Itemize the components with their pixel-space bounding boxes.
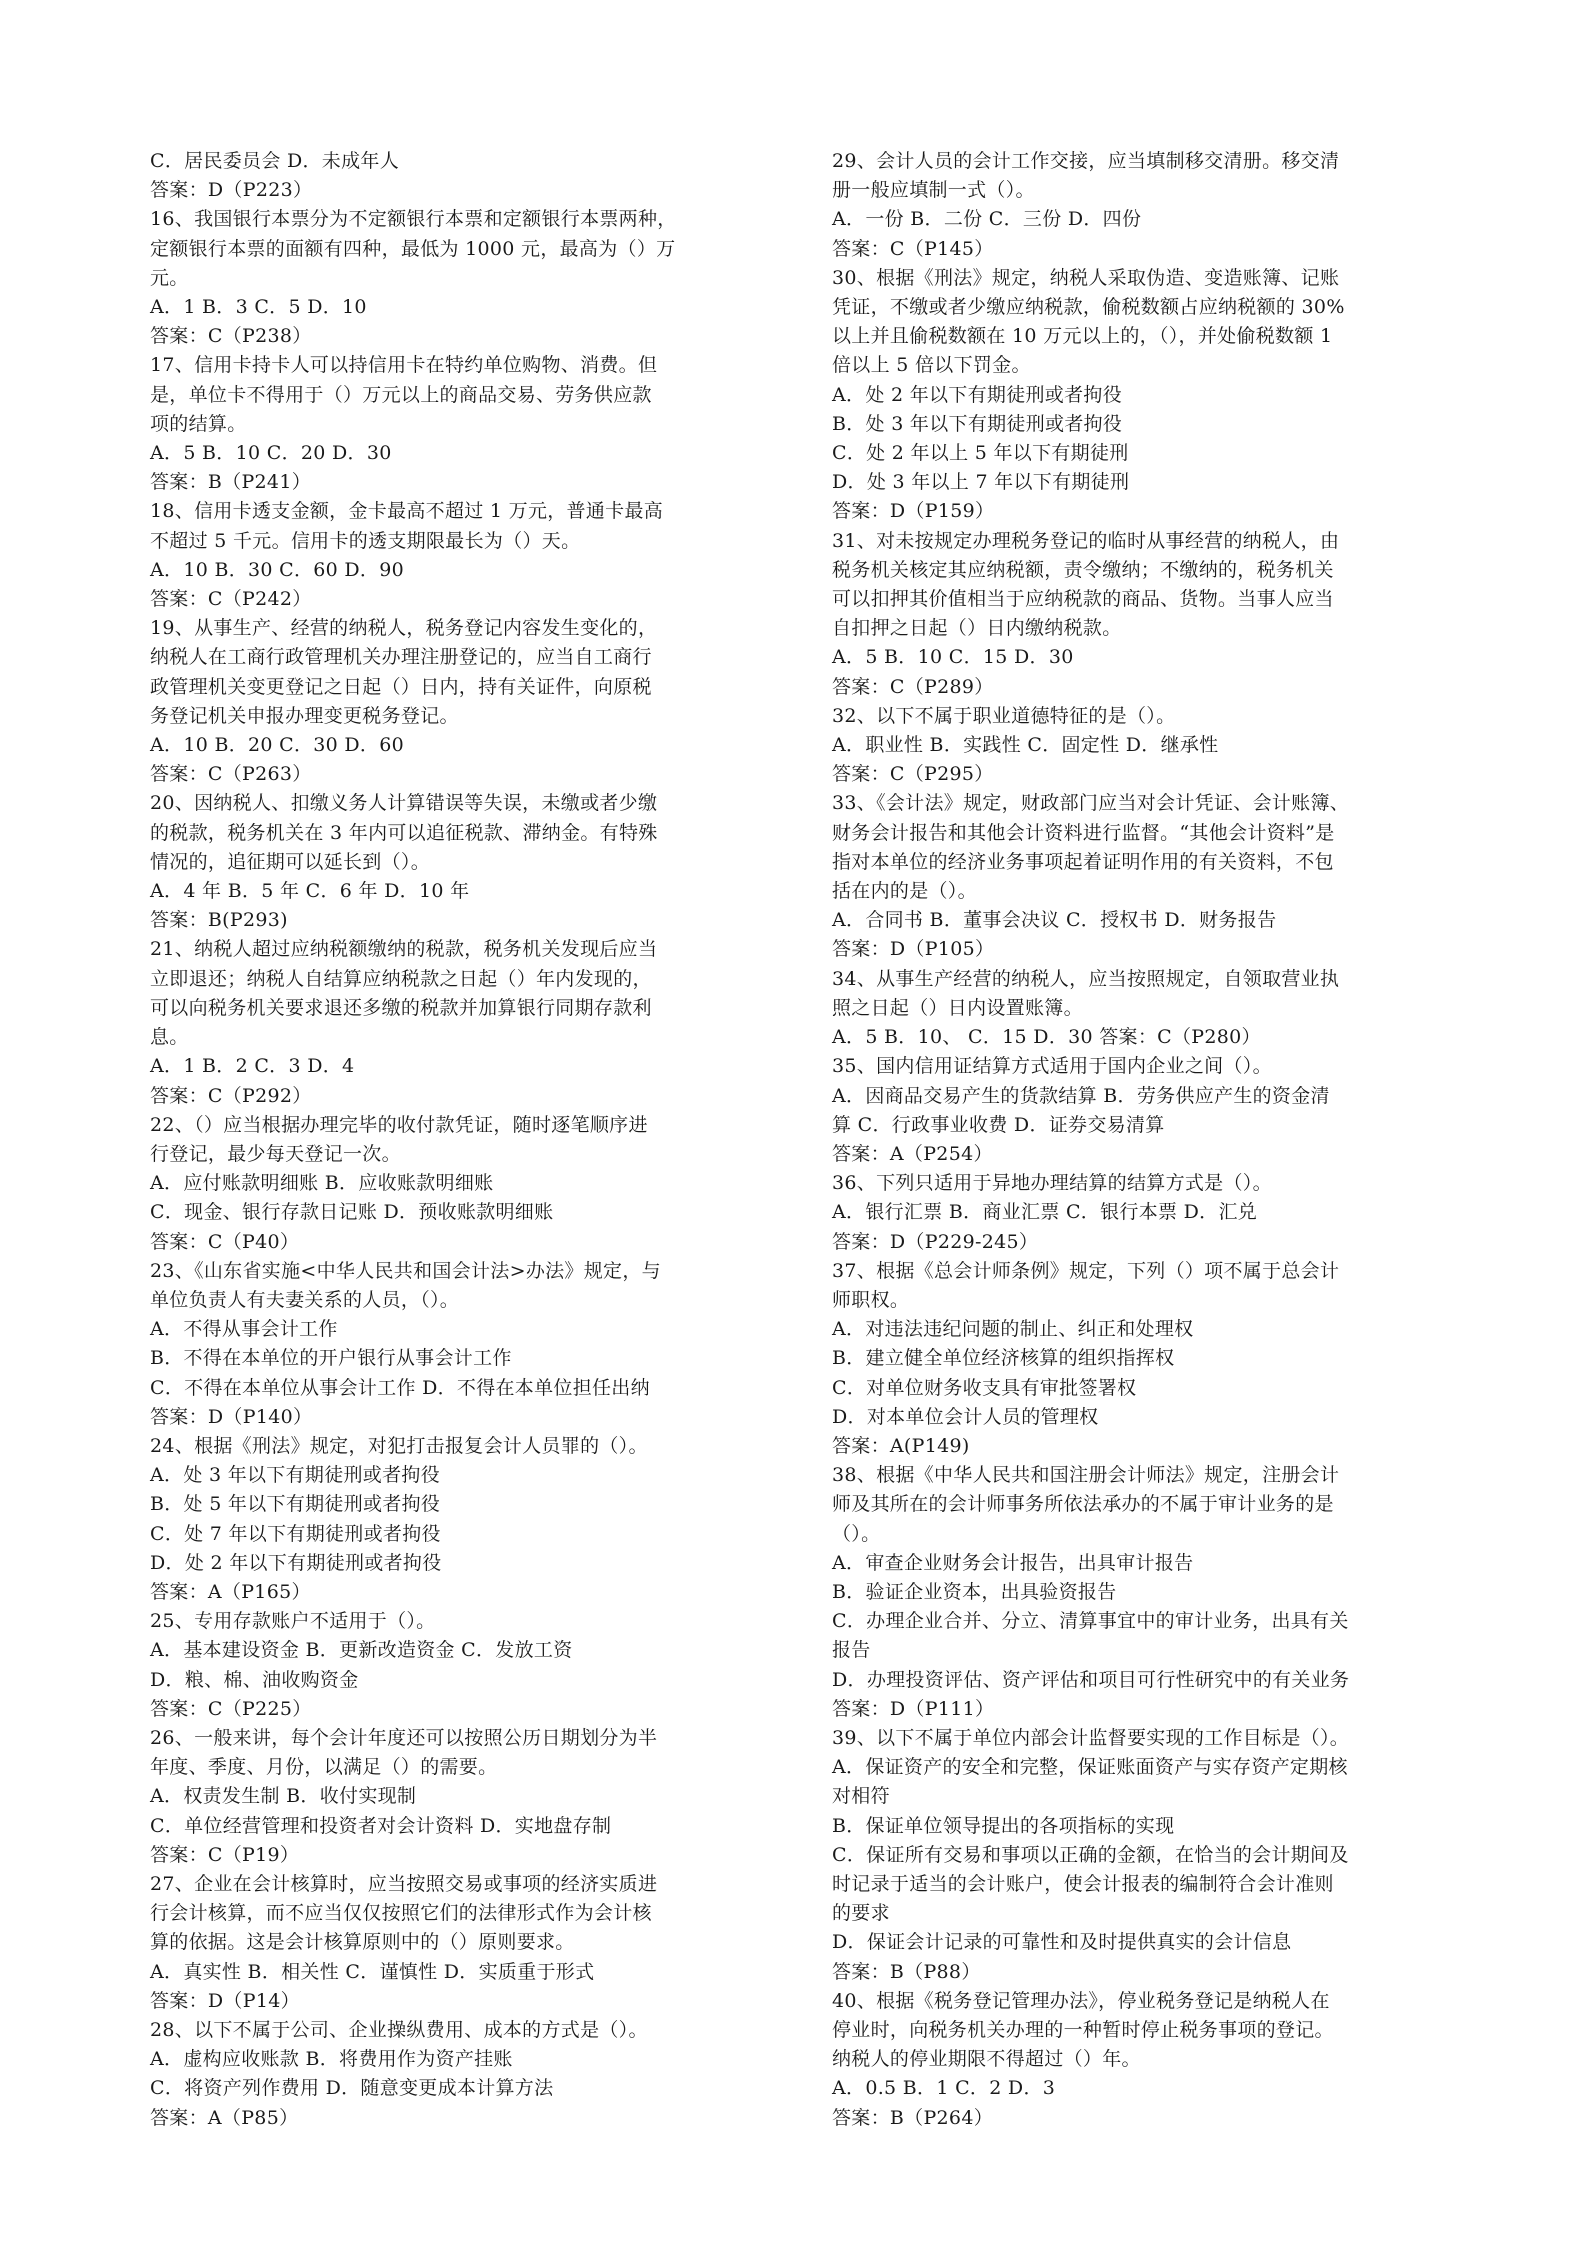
text-line: （）。 xyxy=(832,1522,881,1545)
option-line: D．对本单位会计人员的管理权 xyxy=(832,1405,1099,1428)
question-line: 40、根据《税务登记管理办法》，停业税务登记是纳税人在 xyxy=(832,1989,1330,2012)
option-line: A．10 B．20 C．30 D．60 xyxy=(150,734,404,757)
option-line: C．处 7 年以下有期徒刑或者拘役 xyxy=(150,1522,441,1545)
question-line: 24、根据《刑法》规定，对犯打击报复会计人员罪的（）。 xyxy=(150,1434,648,1457)
text-line: 对相符 xyxy=(832,1785,890,1808)
text-line: 凭证，不缴或者少缴应纳税款，偷税数额占应纳税额的 30% xyxy=(832,296,1345,319)
option-line: D．保证会计记录的可靠性和及时提供真实的会计信息 xyxy=(832,1931,1292,1954)
option-line: B．不得在本单位的开户银行从事会计工作 xyxy=(150,1347,512,1370)
option-line: A．职业性 B．实践性 C．固定性 D．继承性 xyxy=(832,734,1219,757)
text-line: 不超过 5 千元。信用卡的透支期限最长为（）天。 xyxy=(150,529,581,552)
text-line: 算的依据。这是会计核算原则中的（）原则要求。 xyxy=(150,1931,575,1954)
option-line: A．权责发生制 B．收付实现制 xyxy=(150,1785,417,1808)
answer-line: 答案：C（P289） xyxy=(832,675,994,698)
question-line: 28、以下不属于公司、企业操纵费用、成本的方式是（）。 xyxy=(150,2019,648,2041)
question-line: 26、一般来讲，每个会计年度还可以按照公历日期划分为半 xyxy=(150,1726,658,1749)
text-line: 定额银行本票的面额有四种，最低为 1000 元，最高为（）万 xyxy=(150,237,676,260)
option-line: A．处 2 年以下有期徒刑或者拘役 xyxy=(832,383,1122,406)
question-line: 23、《山东省实施<中华人民共和国会计法>办法》规定，与 xyxy=(150,1259,661,1282)
question-line: 37、根据《总会计师条例》规定，下列（）项不属于总会计 xyxy=(832,1259,1340,1282)
text-line: 算 C．行政事业收费 D．证券交易清算 xyxy=(832,1113,1165,1136)
answer-line: 答案：A（P85） xyxy=(150,2106,299,2129)
option-line: A．真实性 B．相关性 C．谨慎性 D．实质重于形式 xyxy=(150,1960,595,1983)
question-line: 34、从事生产经营的纳税人，应当按照规定，自领取营业执 xyxy=(832,967,1340,990)
option-line: A．基本建设资金 B．更新改造资金 C．发放工资 xyxy=(150,1639,573,1662)
option-line: D．处 2 年以下有期徒刑或者拘役 xyxy=(150,1551,442,1574)
text-line: 可以扣押其价值相当于应纳税款的商品、货物。当事人应当 xyxy=(832,588,1334,611)
option-line: B．建立健全单位经济核算的组织指挥权 xyxy=(832,1347,1175,1370)
option-line: B．处 5 年以下有期徒刑或者拘役 xyxy=(150,1493,441,1516)
question-line: 35、国内信用证结算方式适用于国内企业之间（）。 xyxy=(832,1055,1272,1078)
text-line: 师及其所在的会计师事务所依法承办的不属于审计业务的是 xyxy=(832,1493,1334,1516)
text-line: 年度、季度、月份，以满足（）的需要。 xyxy=(150,1756,498,1779)
option-line: C．不得在本单位从事会计工作 D．不得在本单位担任出纳 xyxy=(150,1376,650,1399)
answer-line: 答案：D（P105） xyxy=(832,938,995,961)
option-line: A．不得从事会计工作 xyxy=(150,1318,338,1341)
text-line: 的税款，税务机关在 3 年内可以追征税款、滞纳金。有特殊 xyxy=(150,821,658,844)
question-line: 18、信用卡透支金额，金卡最高不超过 1 万元，普通卡最高 xyxy=(150,500,664,523)
answer-line: 答案：C（P225） xyxy=(150,1697,312,1720)
answer-line: 答案：B（P88） xyxy=(832,1960,981,1983)
question-line: 20、因纳税人、扣缴义务人计算错误等失误，未缴或者少缴 xyxy=(150,792,658,815)
text-line: 自扣押之日起（）日内缴纳税款。 xyxy=(832,617,1122,640)
left-column xyxy=(150,147,782,2133)
text-line: 政管理机关变更登记之日起（）日内，持有关证件，向原税 xyxy=(150,675,652,698)
option-line: D．处 3 年以上 7 年以下有期徒刑 xyxy=(832,471,1130,494)
answer-line: 答案：A（P254） xyxy=(832,1142,993,1165)
option-line: C．对单位财务收支具有审批签署权 xyxy=(832,1376,1137,1399)
text-line: 师职权。 xyxy=(832,1288,910,1311)
answer-line: 答案：B（P264） xyxy=(832,2106,994,2129)
option-line: A．5 B．10 C．15 D．30 xyxy=(832,646,1074,669)
answer-line: 答案：D（P229-245） xyxy=(832,1230,1039,1253)
text-line: 可以向税务机关要求退还多缴的税款并加算银行同期存款利 xyxy=(150,996,652,1019)
option-line: C．居民委员会 D．未成年人 xyxy=(150,150,400,172)
answer-line: 答案：B(P293) xyxy=(150,909,288,932)
option-line: A．10 B．30 C．60 D．90 xyxy=(150,558,404,581)
question-line: 25、专用存款账户不适用于（）。 xyxy=(150,1610,436,1633)
answer-line: 答案：C（P145） xyxy=(832,237,994,260)
option-line: C．保证所有交易和事项以正确的金额，在恰当的会计期间及 xyxy=(832,1843,1349,1866)
option-line: A．因商品交易产生的货款结算 B．劳务供应产生的资金清 xyxy=(832,1084,1330,1107)
question-line: 39、以下不属于单位内部会计监督要实现的工作目标是（）。 xyxy=(832,1726,1350,1749)
answer-line: 答案：C（P292） xyxy=(150,1084,312,1107)
answer-line: 答案：A（P165） xyxy=(150,1580,311,1603)
option-line: A．合同书 B．董事会决议 C．授权书 D．财务报告 xyxy=(832,909,1277,932)
text-line: 财务会计报告和其他会计资料进行监督。“其他会计资料”是 xyxy=(832,821,1335,844)
option-line: A．虚构应收账款 B．将费用作为资产挂账 xyxy=(150,2048,513,2071)
option-line: A．5 B．10、 C．15 D．30 答案：C（P280） xyxy=(832,1026,1261,1049)
option-line: A．一份 B．二份 C．三份 D．四份 xyxy=(832,208,1142,231)
text-line: 指对本单位的经济业务事项起着证明作用的有关资料，不包 xyxy=(832,850,1334,873)
text-line: 纳税人在工商行政管理机关办理注册登记的，应当自工商行 xyxy=(150,646,652,669)
text-line: 纳税人的停业期限不得超过（）年。 xyxy=(832,2048,1141,2071)
answer-line: 答案：C（P19） xyxy=(150,1843,300,1866)
text-line: 单位负责人有夫妻关系的人员，（）。 xyxy=(150,1288,460,1311)
text-line: 以上并且偷税数额在 10 万元以上的，（），并处偷税数额 1 xyxy=(832,325,1333,348)
text-line: 照之日起（）日内设置账簿。 xyxy=(832,996,1083,1019)
text-line: 项的结算。 xyxy=(150,412,247,435)
answer-line: 答案：C（P263） xyxy=(150,763,312,786)
option-line: B．验证企业资本，出具验资报告 xyxy=(832,1580,1117,1603)
text-line: 立即退还；纳税人自结算应纳税款之日起（）年内发现的， xyxy=(150,967,652,990)
text-line: 元。 xyxy=(150,266,189,289)
answer-line: 答案：D（P140） xyxy=(150,1405,313,1428)
option-line: B．处 3 年以下有期徒刑或者拘役 xyxy=(832,412,1123,435)
answer-line: 答案：C（P238） xyxy=(150,325,312,348)
answer-line: 答案：A(P149) xyxy=(832,1434,970,1457)
answer-line: 答案：D（P223） xyxy=(150,179,313,202)
option-line: A．应付账款明细账 B．应收账款明细账 xyxy=(150,1172,494,1195)
question-line: 19、从事生产、经营的纳税人，税务登记内容发生变化的， xyxy=(150,617,658,640)
question-line: 16、我国银行本票分为不定额银行本票和定额银行本票两种， xyxy=(150,208,677,231)
option-line: A．1 B．2 C．3 D．4 xyxy=(150,1055,355,1078)
answer-line: 答案：C（P242） xyxy=(150,588,312,611)
text-line: 税务机关核定其应纳税额，责令缴纳；不缴纳的，税务机关 xyxy=(832,558,1334,581)
question-line: 38、根据《中华人民共和国注册会计师法》规定，注册会计 xyxy=(832,1464,1340,1487)
option-line: C．单位经营管理和投资者对会计资料 D．实地盘存制 xyxy=(150,1814,612,1837)
option-line: A．银行汇票 B．商业汇票 C．银行本票 D．汇兑 xyxy=(832,1201,1258,1224)
text-line: 行会计核算，而不应当仅仅按照它们的法律形式作为会计核 xyxy=(150,1902,652,1925)
text-line: 报告 xyxy=(832,1639,871,1662)
answer-line: 答案：D（P111） xyxy=(832,1697,995,1720)
option-line: A．5 B．10 C．20 D．30 xyxy=(150,442,392,465)
text-line: 的要求 xyxy=(832,1902,890,1925)
option-line: A．审查企业财务会计报告，出具审计报告 xyxy=(832,1551,1194,1574)
text-line: 倍以上 5 倍以下罚金。 xyxy=(832,354,1031,377)
question-line: 21、纳税人超过应纳税额缴纳的税款，税务机关发现后应当 xyxy=(150,938,658,961)
question-line: 29、会计人员的会计工作交接，应当填制移交清册。移交清 xyxy=(832,150,1340,172)
option-line: C．处 2 年以上 5 年以下有期徒刑 xyxy=(832,442,1129,465)
question-line: 27、企业在会计核算时，应当按照交易或事项的经济实质进 xyxy=(150,1872,658,1895)
text-line: 务登记机关申报办理变更税务登记。 xyxy=(150,704,459,727)
text-line: 括在内的是（）。 xyxy=(832,880,977,903)
answer-line: 答案：C（P40） xyxy=(150,1230,300,1253)
text-line: 息。 xyxy=(150,1026,189,1049)
option-line: D．办理投资评估、资产评估和项目可行性研究中的有关业务 xyxy=(832,1668,1350,1691)
option-line: A．0.5 B．1 C．2 D．3 xyxy=(832,2077,1056,2100)
option-line: C．现金、银行存款日记账 D．预收账款明细账 xyxy=(150,1201,554,1224)
option-line: A．保证资产的安全和完整，保证账面资产与实存资产定期核 xyxy=(832,1756,1348,1779)
option-line: A．处 3 年以下有期徒刑或者拘役 xyxy=(150,1464,440,1487)
text-line: 是，单位卡不得用于（）万元以上的商品交易、劳务供应款 xyxy=(150,383,652,406)
text-line: 停业时，向税务机关办理的一种暂时停止税务事项的登记。 xyxy=(832,2019,1334,2041)
answer-line: 答案：D（P159） xyxy=(832,500,995,523)
option-line: C．办理企业合并、分立、清算事宜中的审计业务，出具有关 xyxy=(832,1610,1349,1633)
option-line: D．粮、棉、油收购资金 xyxy=(150,1668,359,1691)
answer-line: 答案：B（P241） xyxy=(150,471,312,494)
answer-line: 答案：D（P14） xyxy=(150,1989,300,2012)
option-line: A．对违法违纪问题的制止、纠正和处理权 xyxy=(832,1318,1194,1341)
question-line: 17、信用卡持卡人可以持信用卡在特约单位购物、消费。但 xyxy=(150,354,658,377)
question-line: 32、以下不属于职业道德特征的是（）。 xyxy=(832,704,1176,727)
question-line: 30、根据《刑法》规定，纳税人采取伪造、变造账簿、记账 xyxy=(832,266,1340,289)
question-line: 22、（）应当根据办理完毕的收付款凭证，随时逐笔顺序进 xyxy=(150,1113,648,1136)
right-column xyxy=(832,147,1472,2133)
option-line: A．1 B．3 C．5 D．10 xyxy=(150,296,367,319)
text-line: 册一般应填制一式（）。 xyxy=(832,179,1035,202)
text-line: 行登记，最少每天登记一次。 xyxy=(150,1142,401,1165)
option-line: B．保证单位领导提出的各项指标的实现 xyxy=(832,1814,1175,1837)
text-line: 情况的，追征期可以延长到（）。 xyxy=(150,850,431,873)
answer-line: 答案：C（P295） xyxy=(832,763,994,786)
question-line: 36、下列只适用于异地办理结算的结算方式是（）。 xyxy=(832,1172,1272,1195)
question-line: 33、《会计法》规定，财政部门应当对会计凭证、会计账簿、 xyxy=(832,792,1350,815)
option-line: C．将资产列作费用 D．随意变更成本计算方法 xyxy=(150,2077,554,2100)
text-line: 时记录于适当的会计账户，使会计报表的编制符合会计准则 xyxy=(832,1872,1334,1895)
question-line: 31、对未按规定办理税务登记的临时从事经营的纳税人，由 xyxy=(832,529,1340,552)
option-line: A．4 年 B．5 年 C．6 年 D．10 年 xyxy=(150,880,470,903)
